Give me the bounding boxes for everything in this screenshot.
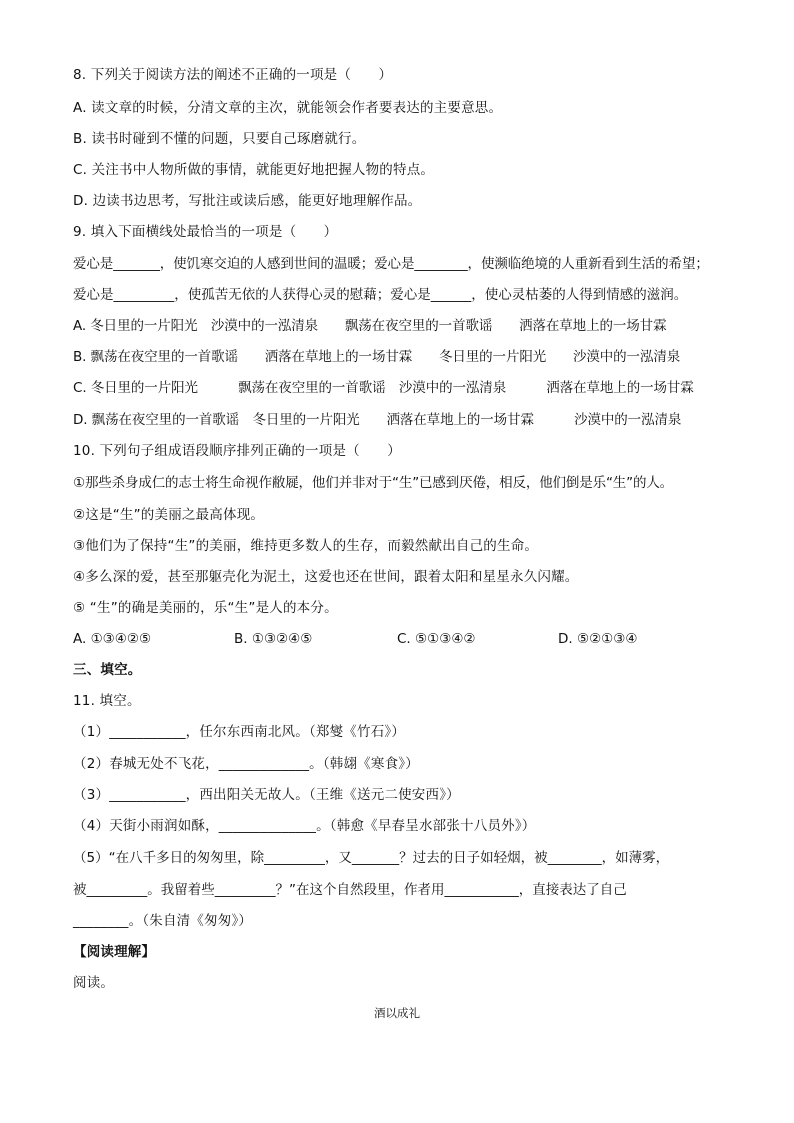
- q10-sentence: ⑤ “生”的确是美丽的，乐“生”是人的本分。: [73, 600, 338, 616]
- q8-option-b: B. 读书时碰到不懂的问题，只要自己琢磨就行。: [73, 131, 366, 147]
- passage-title: 酒以成礼: [374, 1006, 420, 1020]
- q10-sentence: ②这是“生”的美丽之最高体现。: [73, 507, 265, 523]
- q8-stem: 8. 下列关于阅读方法的阐述不正确的一项是（ ）: [73, 67, 393, 83]
- q9-option-d: D. 飘荡在夜空里的一首歌谣 冬日里的一片阳光 洒落在草地上的一场甘霖 沙漠中的一泓清泉: [73, 412, 682, 428]
- q10-option-d: D. ⑤②①③④: [558, 631, 638, 647]
- q10-sentence: ③他们为了保持“生”的美丽，维持更多数人的生存，而毅然献出自己的生命。: [73, 538, 539, 554]
- q10-option-b: B. ①③②④⑤: [234, 631, 313, 647]
- q11-item-continued: 被_________。我留着些_________？”在这个自然段里，作者用___________，直接表达了自己: [73, 882, 627, 898]
- q9-text-line: 爱心是_________，使孤苦无依的人获得心灵的慰藉；爱心是______，使心灵枯萎的人得到情感的滋润。: [73, 287, 688, 303]
- q11-item: （4）天街小雨润如酥，______________。（韩愈《早春呈水部张十八员外》）: [73, 818, 536, 834]
- q10-option-a: A. ①③④②⑤: [73, 631, 152, 647]
- q11-item: （5）“在八千多日的匆匆里，除_________，又_______？过去的日子如轻烟，被________，如薄雾，: [73, 850, 670, 866]
- q9-stem: 9. 填入下面横线处最恰当的一项是（ ）: [73, 224, 338, 240]
- q8-option-d: D. 边读书边思考，写批注或读后感，能更好地理解作品。: [73, 193, 422, 209]
- q10-stem: 10. 下列句子组成语段顺序排列正确的一项是（ ）: [73, 443, 401, 459]
- q9-text-line: 爱心是_______，使饥寒交迫的人感到世间的温暖；爱心是________，使濒临绝境的人重新看到生活的希望；: [73, 256, 709, 272]
- q11-item-continued: ________。（朱自清《匆匆》）: [73, 913, 253, 929]
- q11-stem: 11. 填空。: [73, 693, 141, 709]
- reading-instruction: 阅读。: [73, 975, 115, 991]
- section-heading: 三、填空。: [73, 662, 142, 678]
- q10-sentence: ④多么深的爱，甚至那躯壳化为泥土，这爱也还在世间，跟着太阳和星星永久闪耀。: [73, 569, 579, 585]
- q11-item: （2）春城无处不飞花，_____________。（韩翃《寒食》）: [73, 756, 419, 772]
- q8-option-c: C. 关注书中人物所做的事情，就能更好地把握人物的特点。: [73, 162, 435, 178]
- reading-heading: 【阅读理解】: [73, 944, 156, 960]
- q9-option-b: B. 飘荡在夜空里的一首歌谣 洒落在草地上的一场甘霖 冬日里的一片阳光 沙漠中的一泓清泉: [73, 349, 681, 365]
- q11-item: （3）___________，西出阳关无故人。（王维《送元二使安西》）: [73, 787, 460, 803]
- q10-option-c: C. ⑤①③④②: [397, 631, 476, 647]
- q11-item: （1）___________，任尔东西南北风。（郑燮《竹石》）: [73, 724, 406, 740]
- q9-option-c: C. 冬日里的一片阳光 飘荡在夜空里的一首歌谣 沙漠中的一泓清泉 洒落在草地上的一场甘霖: [73, 380, 694, 396]
- q10-sentence: ①那些杀身成仁的志士将生命视作敝屣，他们并非对于“生”已感到厌倦，相反，他们倒是乐“生”的人。: [73, 475, 674, 491]
- q9-option-a: A. 冬日里的一片阳光 沙漠中的一泓清泉 飘荡在夜空里的一首歌谣 洒落在草地上的一场甘霖: [73, 318, 667, 334]
- q8-option-a: A. 读文章的时候，分清文章的主次，就能领会作者要表达的主要意思。: [73, 100, 503, 116]
